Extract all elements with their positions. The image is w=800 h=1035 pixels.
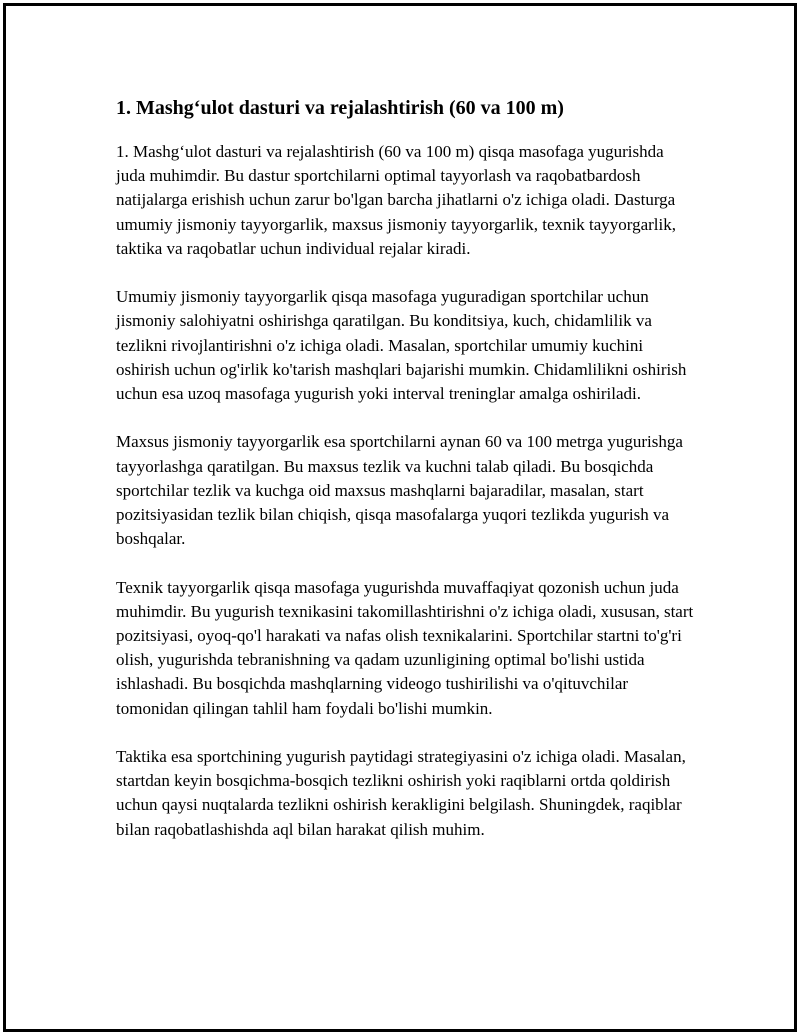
paragraph-intro: 1. Mashg‘ulot dasturi va rejalashtirish (60 va 100 m) qisqa masofaga yugurishda juda muhimdir. Bu dastur sportchilarni optimal tayyorlash va raqobatbardosh natijalarga erishish uchun zarur bo'lgan barcha jihatlarni o'z ichiga oladi. Dasturga umumiy jismoniy tayyorgarlik, maxsus jismoniy tayyorgarlik, texnik tayyorgarlik, taktika va raqobatlar uchun individual rejalar kiradi.: [116, 142, 677, 258]
document-body: [116, 96, 696, 866]
paragraph-special-training: Maxsus jismoniy tayyorgarlik esa sportchilarni aynan 60 va 100 metrga yugurishga tayyorlashga qaratilgan. Bu maxsus tezlik va kuchni talab qiladi. Bu bosqichda sportchilar tezlik va kuchga oid maxsus mashqlarni bajaradilar, masalan, start pozitsiyasidan tezlik bilan chiqish, qisqa masofalarga yuqori tezlikda yugurish va boshqalar.: [116, 432, 683, 549]
document-title: 1. Mashg‘ulot dasturi va rejalashtirish (60 va 100 m): [116, 97, 564, 119]
paragraph-general-training: Umumiy jismoniy tayyorgarlik qisqa masofaga yuguradigan sportchilar uchun jismoniy salohiyatni oshirishga qaratilgan. Bu konditsiya, kuch, chidamlilik va tezlikni rivojlantirishni o'z ichiga oladi. Masalan, sportchilar umumiy kuchini oshirish uchun og'irlik ko'tarish mashqlari bajarishi mumkin. Chidamlilikni oshirish uchun esa uzoq masofaga yugurish yoki interval treninglar amalga oshiriladi.: [116, 287, 687, 404]
paragraph-technical-training: Texnik tayyorgarlik qisqa masofaga yugurishda muvaffaqiyat qozonish uchun juda muhimdir. Bu yugurish texnikasini takomillashtirishni o'z ichiga oladi, xususan, start pozitsiyasi, oyoq-qo'l harakati va nafas olish texnikalarini. Sportchilar startni to'g'ri olish, yugurishda tebranishning va qadam uzunligining optimal bo'lishi ustida ishlashadi. Bu bosqichda mashqlarning videogo tushirilishi va o'qituvchilar tomonidan qilingan tahlil ham foydali bo'lishi mumkin.: [116, 577, 694, 718]
paragraph-tactics: Taktika esa sportchining yugurish paytidagi strategiyasini o'z ichiga oladi. Masalan, startdan keyin bosqichma-bosqich tezlikni oshirish yoki raqiblarni ortda qoldirish uchun qaysi nuqtalarda tezlikni oshirish kerakligini belgilash. Shuningdek, raqiblar bilan raqobatlashishda aql bilan harakat qilish muhim.: [116, 747, 686, 839]
